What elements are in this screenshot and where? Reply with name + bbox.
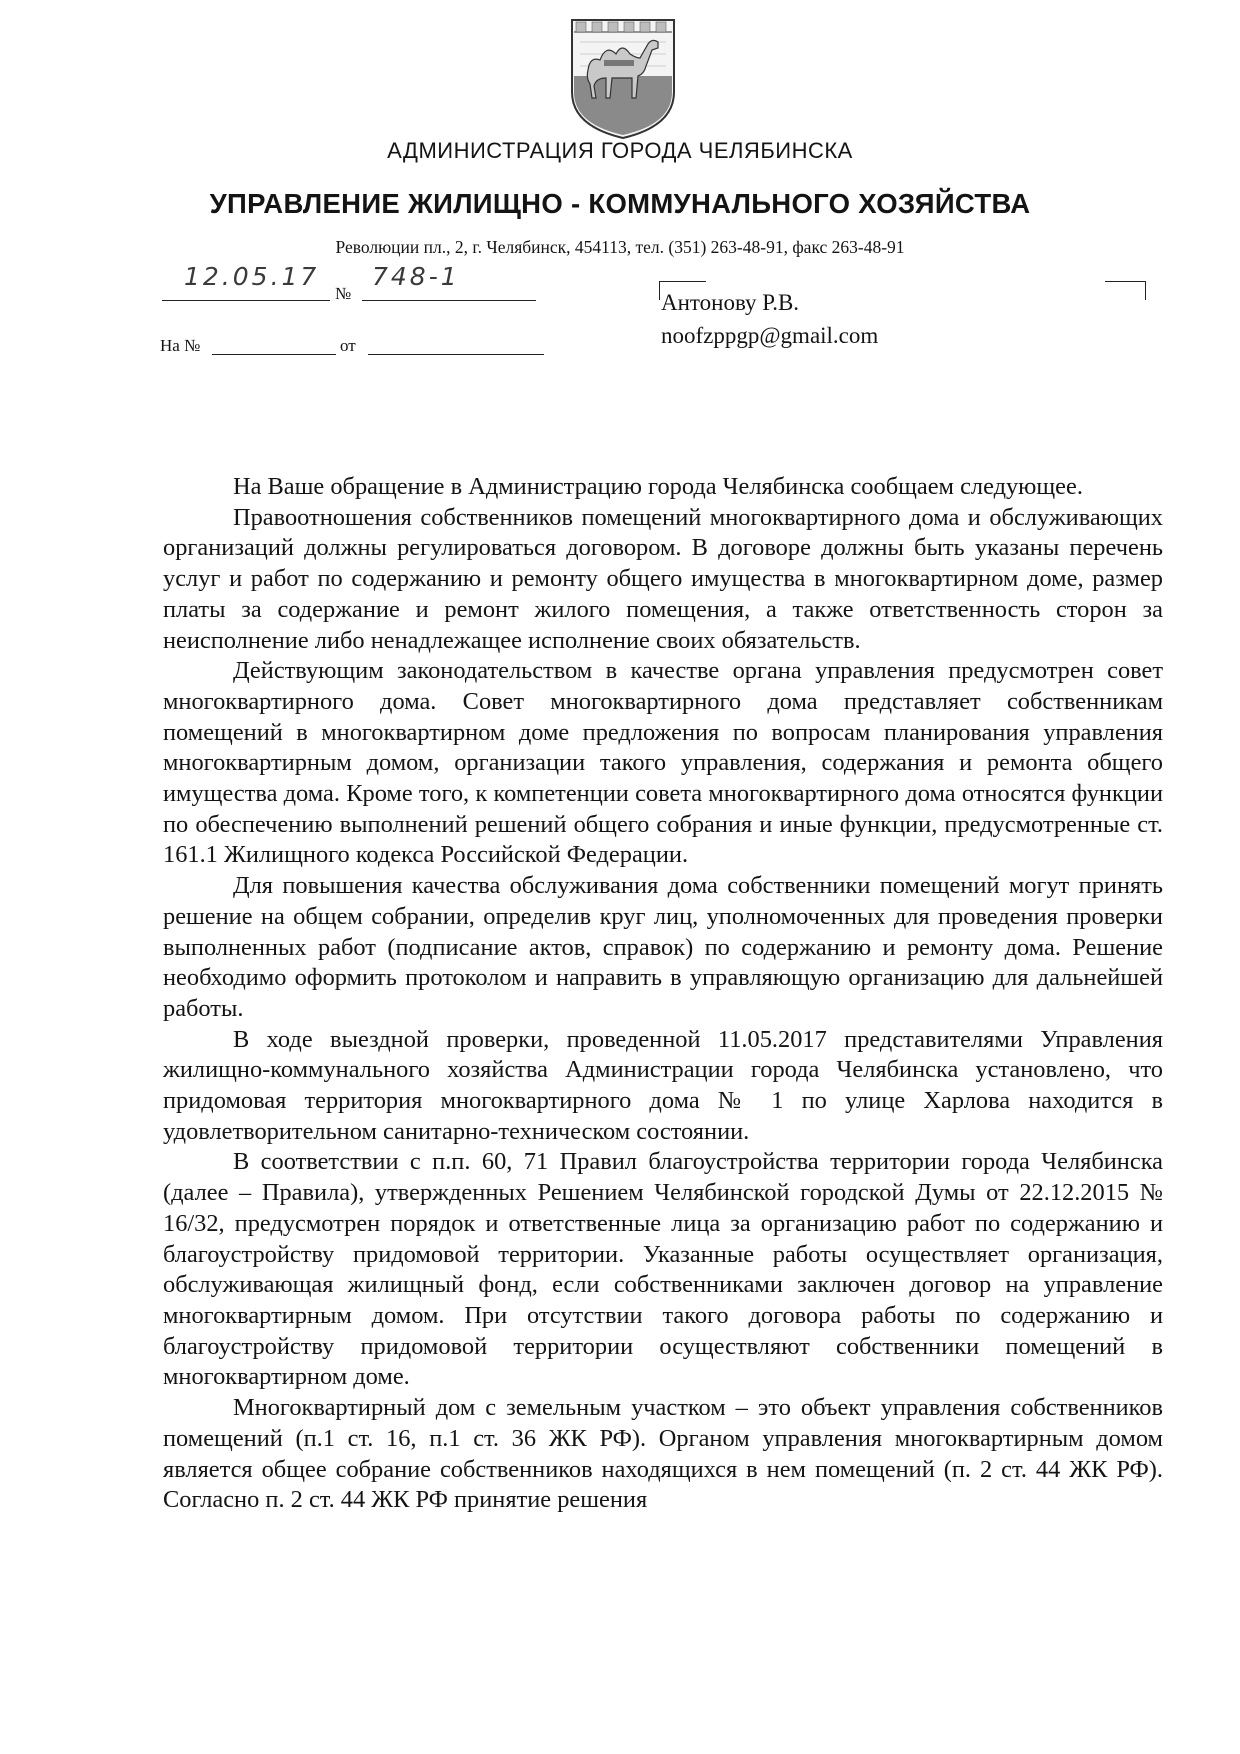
addressee-block — [661, 286, 878, 352]
outgoing-number: 748-1 — [372, 262, 460, 291]
number-label: № — [335, 284, 352, 303]
body-paragraph: Многоквартирный дом с земельным участком – это объект управления собственников помещений (п.1 ст. 16, п.1 ст. 36 ЖК РФ). Органом управления многоквартирным домом является общее собрание собственников находящихся в нем помещений (п. 2 ст. 44 ЖК РФ). Согласно п. 2 ст. 44 ЖК РФ принятие решения — [163, 1394, 1163, 1514]
addressee-email: noofzppgp@gmail.com — [661, 323, 879, 348]
body-paragraph: Действующим законодательством в качестве органа управления предусмотрен совет многоквартирного дома. Совет многоквартирного дома представляет собственникам помещений в многоквартирном доме предложения по вопросам планирования управления многоквартирным домом, организации такого управления, содержания и ремонта общего имущества дома. Кроме того, к компетенции совета многоквартирного дома относятся функции по обеспечению выполнений решений общего собрания и иные функции, предусмотренные ст. 161.1 Жилищного кодекса Российской Федерации. — [163, 657, 1163, 869]
administration-title: АДМИНИСТРАЦИЯ ГОРОДА ЧЕЛЯБИНСКА — [387, 138, 853, 163]
number-underline — [362, 300, 536, 301]
outgoing-date: 12.05.17 — [184, 262, 320, 291]
body-paragraph: Правоотношения собственников помещений многоквартирного дома и обслуживающих организаций должны регулироваться договором. В договоре должны быть указаны перечень услуг и работ по содержанию и ремонту общего имущества в многоквартирном доме, размер платы за содержание и ремонт жилого помещения, а также ответственность сторон за неисполнение либо ненадлежащее исполнение своих обязательств. — [163, 503, 1163, 654]
date-underline — [162, 300, 330, 301]
letter-body — [163, 472, 1163, 1516]
department-title: УПРАВЛЕНИЕ ЖИЛИЩНО - КОММУНАЛЬНОГО ХОЗЯЙСТВА — [209, 188, 1031, 219]
coat-of-arms-emblem — [566, 14, 680, 142]
body-paragraph: В ходе выездной проверки, проведенной 11.05.2017 представителями Управления жилищно-коммунального хозяйства Администрации города Челябинска установлено, что придомовая территория многоквартирного дома № 1 по улице Харлова находится в удовлетворительном санитарно-техническом состоянии. — [163, 1025, 1163, 1145]
addressee-name: Антонову Р.В. — [661, 290, 800, 315]
body-paragraph: На Ваше обращение в Администрацию города Челябинска сообщаем следующее. — [233, 473, 1083, 500]
department-address: Революции пл., 2, г. Челябинск, 454113, тел. (351) 263-48-91, факс 263-48-91 — [335, 237, 905, 257]
from-label: от — [340, 336, 356, 355]
reply-to-number-line — [212, 354, 336, 355]
body-paragraph: В соответствии с п.п. 60, 71 Правил благоустройства территории города Челябинска (далее – Правила), утвержденных Решением Челябинской городской Думы от 22.12.2015 № 16/32, предусмотрен порядок и ответственные лица за организацию работ по содержанию и благоустройству придомовой территории. Указанные работы осуществляет организация, обслуживающая жилищный фонд, если собственниками заключен договор на управление многоквартирным домом. При отсутствии такого договора работы по содержанию и благоустройству придомовой территории осуществляют собственники помещений в многоквартирном доме. — [163, 1148, 1163, 1391]
addressee-corner-right — [1105, 281, 1146, 300]
body-paragraph: Для повышения качества обслуживания дома собственники помещений могут принять решение на общем собрании, определив круг лиц, уполномоченных для проведения проверки выполненных работ (подписание актов, справок) по содержанию и ремонту дома. Решение необходимо оформить протоколом и направить в управляющую организацию для дальнейшей работы. — [163, 872, 1163, 1022]
reply-to-date-line — [368, 354, 544, 355]
reply-to-label: На № — [160, 336, 201, 355]
